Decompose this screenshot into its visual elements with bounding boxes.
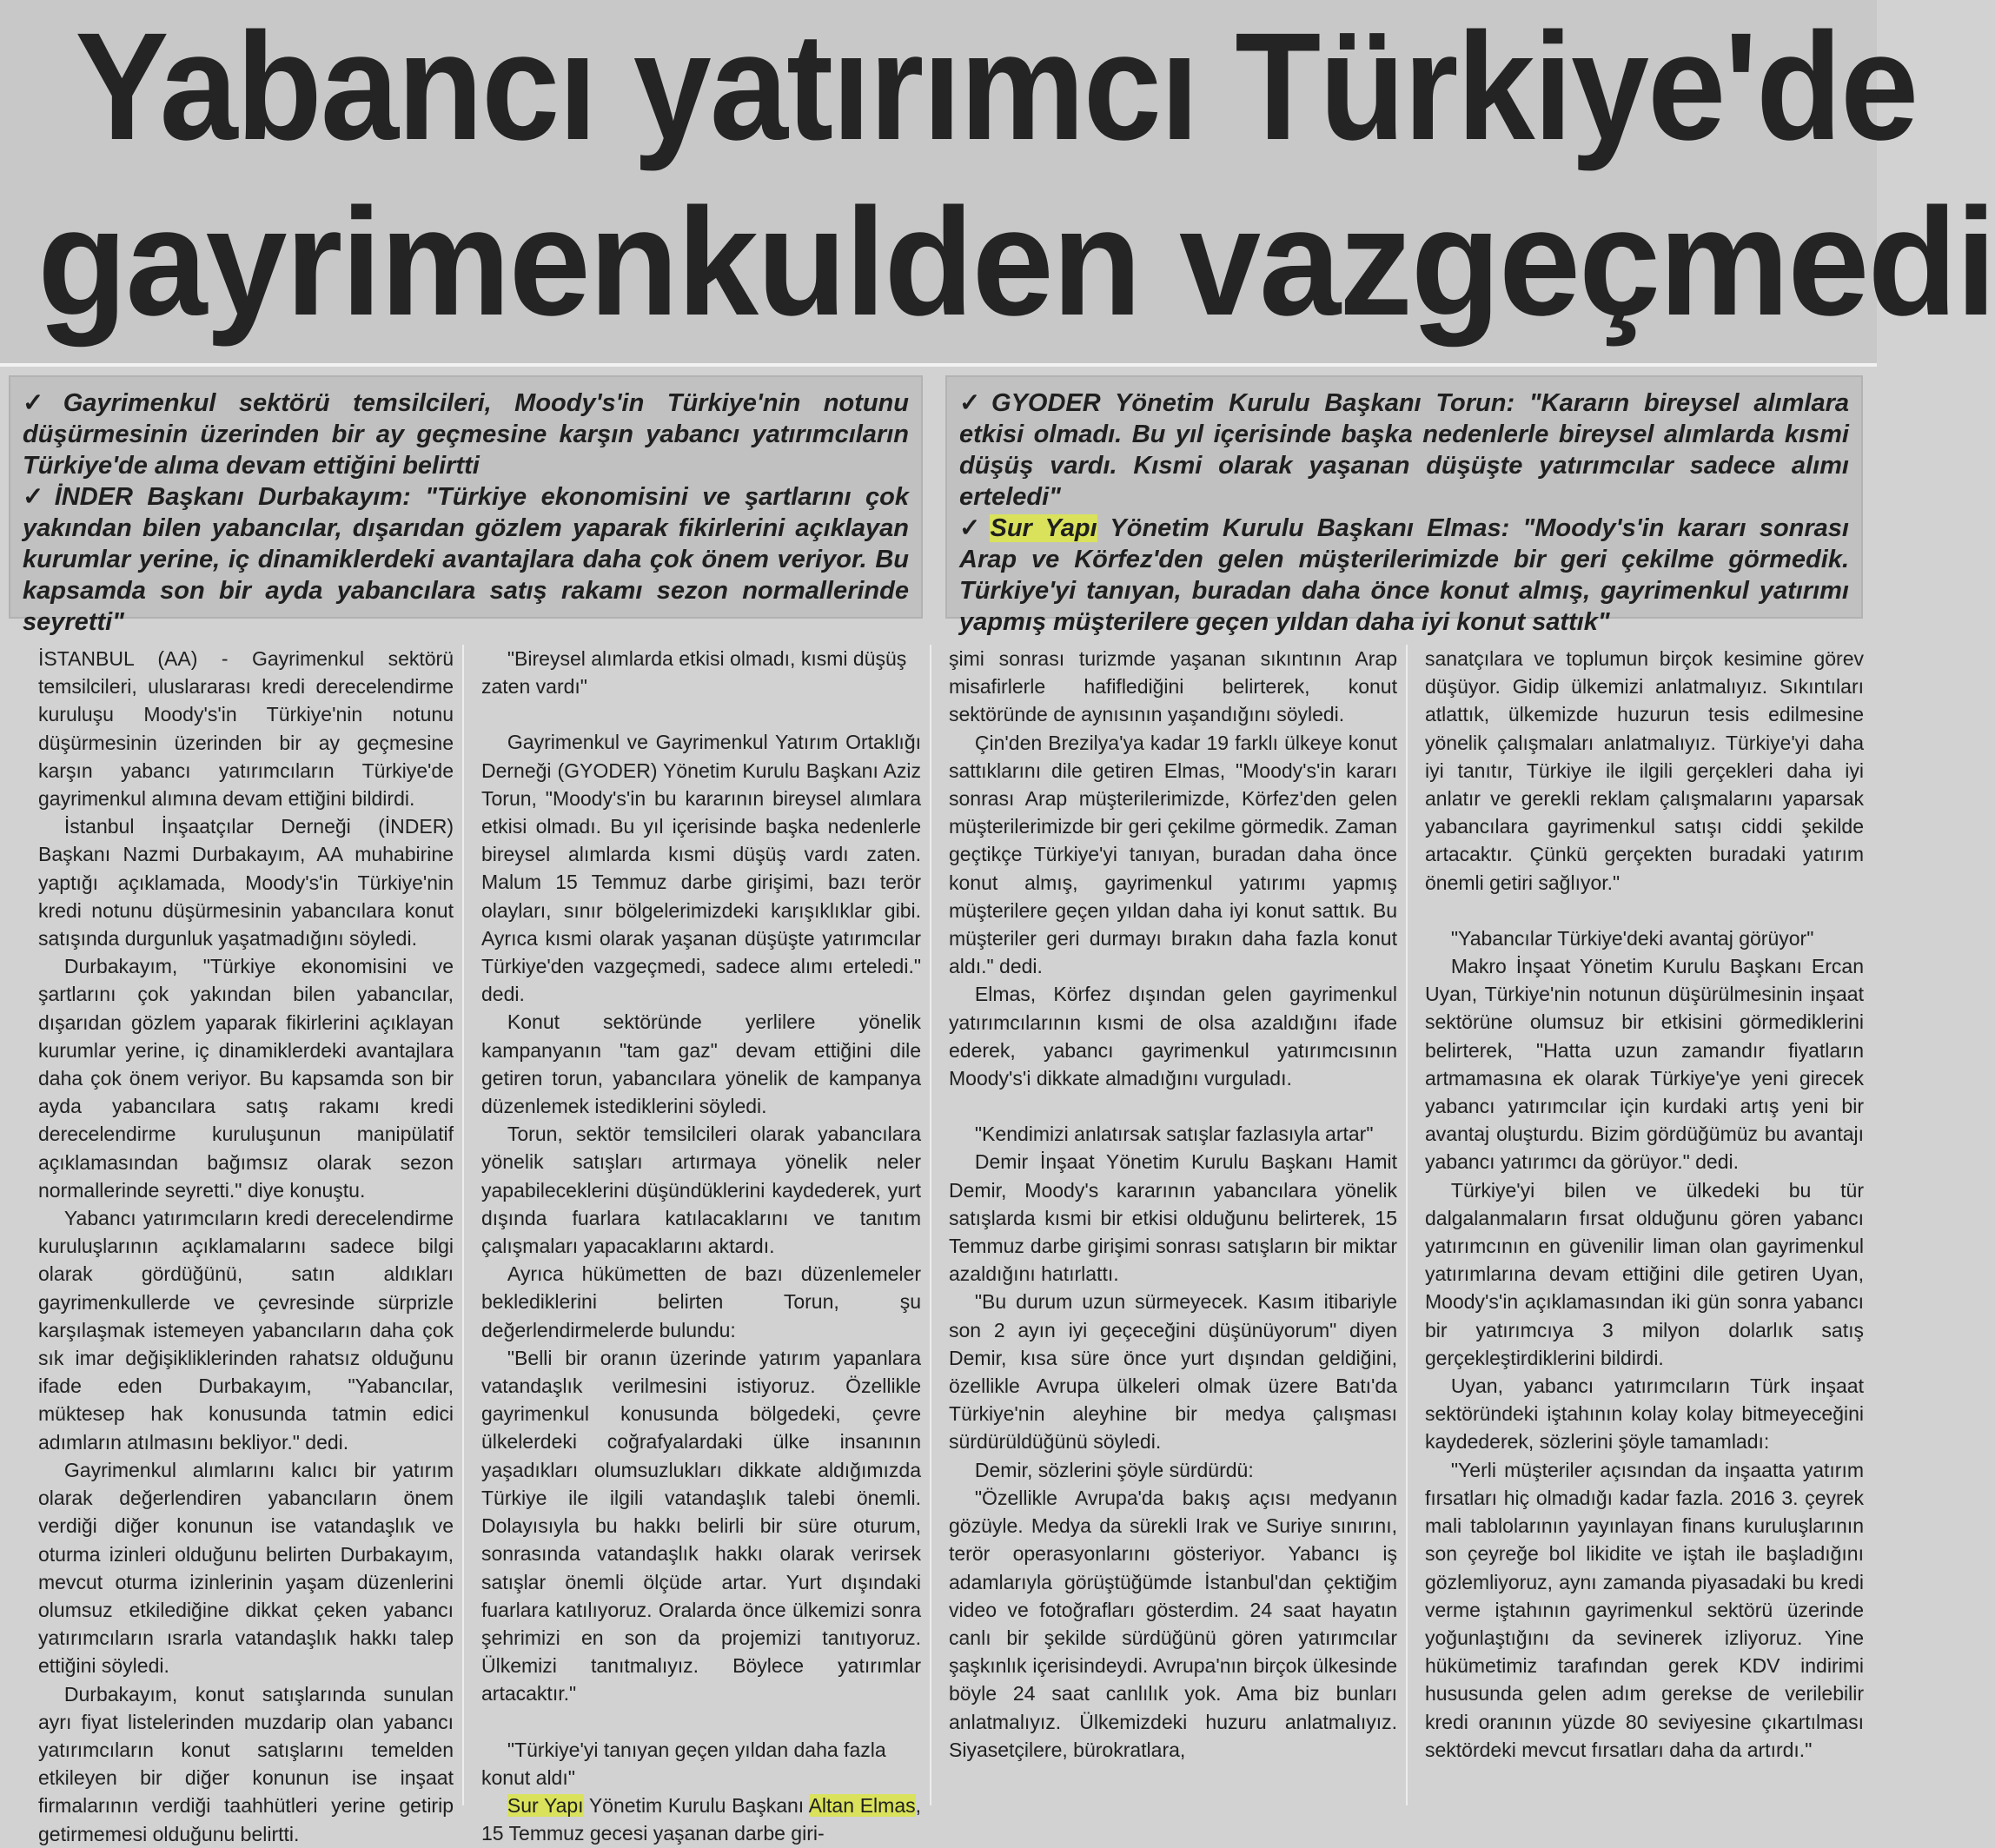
summary-text: Yönetim Kurulu Başkanı Elmas: "Moody's'in kararı sonrası Arap ve Körfez'den gelen müşterilerimizde bir geri çekilme görmedik. Türkiye'yi tanıyan, buradan daha önce konut almış, gayrimenkul yatırımı yapmış müşterilere geçen yıldan daha iyi konut sattık" — [959, 514, 1849, 636]
article-paragraph — [481, 1792, 921, 1847]
highlight-marker: Altan Elmas — [808, 1793, 916, 1817]
checkmark-icon: ✓ — [23, 483, 51, 511]
article-text: Yönetim Kurulu Başkanı — [583, 1793, 809, 1817]
summary-item — [959, 387, 1849, 513]
article-paragraph: "Belli bir oranın üzerinde yatırım yapanlara vatandaşlık verilmesini istiyoruz. Özellikle gayrimenkul konusunda bölgedeki, çevre ülkelerdeki coğrafyalardaki ülke insanının yaşadıkları olumsuzlukları dikkate aldığımızda Türkiye ile ilgili vatandaşlık talebi önemli. Dolayısıyla bu hakkı belirli bir süre oturum, sonrasında vatandaşlık hakkı olarak verirsek satışlar önemli ölçüde artar. Yurt dışındaki fuarlara katılıyoruz. Oralarda önce ülkemizi sonra şehrimizi en son da projemizi tanıtıyoruz. Ülkemizi tanıtmalıyız. Böylece yatırımlar artacaktır." — [481, 1346, 921, 1706]
summary-item — [959, 513, 1849, 638]
article-paragraph: Makro İnşaat Yönetim Kurulu Başkanı Ercan Uyan, Türkiye'nin notunun düşürülmesinin inşaat sektörüne olumsuz bir etkisini görmediklerini belirterek, "Hatta uzun zamandır fiyatların artmamasına ek olarak Türkiye'ye yeni girecek yabancı yatırımcılar için kurdaki artış yeni bir avantaj oluşturdu. Bizim gördüğümüz bu avantajı yabancı yatırımcı da görüyor." dedi. — [1425, 955, 1864, 1174]
article-paragraph: Yabancı yatırımcıların kredi derecelendirme kuruluşlarının açıklamalarını sadece bilgi olarak gördüğünü, satın aldıkları gayrimenkullerde ve çevresinde sürprizle karşılaşmak istemeyen yabancıların daha çok sık imar değişikliklerinden rahatsız olduğunu ifade eden Durbakayım, "Yabancılar, müktesep hak konusunda tatmin edici adımların atılmasını bekliyor." dedi. — [38, 1207, 454, 1454]
headline-block — [0, 0, 1995, 367]
summary-text: İNDER Başkanı Durbakayım: "Türkiye ekonomisini ve şartlarını çok yakından bilen yabancılar, dışarıdan gözlem yaparak fikirlerini açıklayan kurumlar yerine, iç dinamiklerdeki avantajlara daha çok önem veriyor. Bu kapsamda son bir ayda yabancılara satış rakamı sezon normallerinde seyretti" — [23, 483, 909, 636]
article-column-1 — [30, 645, 464, 1845]
checkmark-icon: ✓ — [959, 389, 989, 417]
highlight-marker: Sur Yapı — [507, 1793, 584, 1817]
summary-item — [23, 481, 909, 638]
summary-item — [23, 387, 909, 481]
summary-text: GYODER Yönetim Kurulu Başkanı Torun: "Kararın bireysel alımlara etkisi olmadı. Bu yıl içerisinde başka nedenlerle bireysel alımlarda kısmi düşüş vardı. Kısmi olarak yaşanan düşüşte yatırımcılar sadece alımı erteledi" — [959, 389, 1849, 511]
article-paragraph: İstanbul İnşaatçılar Derneği (İNDER) Başkanı Nazmi Durbakayım, AA muhabirine yaptığı açıklamada, Moody's'in Türkiye'nin kredi notunu düşürmesinin yabancılara konut satışında durgunluk yaşatmadığını söyledi. — [38, 815, 454, 950]
article-paragraph: şimi sonrası turizmde yaşanan sıkıntının Arap misafirlerle hafiflediğini belirterek, konut sektöründe de aynısının yaşandığını söyledi. — [949, 647, 1397, 726]
article-paragraph: Uyan, yabancı yatırımcıların Türk inşaat sektöründeki iştahının kolay kolay bitmeyeceğini kaydederek, sözlerini şöyle tamamladı: — [1425, 1374, 1864, 1454]
checkmark-icon: ✓ — [959, 514, 987, 542]
checkmark-icon: ✓ — [23, 389, 60, 417]
article-paragraph: İSTANBUL (AA) - Gayrimenkul sektörü temsilcileri, uluslararası kredi derecelendirme kuruluşu Moody's'in Türkiye'nin notunu düşürmesinin üzerinden bir ay geçmesine karşın yabancı yatırımcıların Türkiye'de gayrimenkul alımına devam ettiğini bildirdi. — [38, 647, 454, 811]
article-paragraph: Çin'den Brezilya'ya kadar 19 farklı ülkeye konut sattıklarını dile getiren Elmas, "Moody's'in kararı sonrası Arap müşterilerimizde, Körfez'den gelen müşterilerimizde bir geri çekilme görmedik. Zaman geçtikçe Türkiye'yi tanıyan, buradan daha önce konut almış, gayrimenkul yatırımı yapmış müşterilere geçen yıldan daha iyi konut sattık. Bu müşteriler geri durmayı bırakın daha fazla konut aldı." dedi. — [949, 731, 1397, 978]
subheading: "Bireysel alımlarda etkisi olmadı, kısmi düşüş zaten vardı" — [481, 647, 907, 699]
article-paragraph: Demir, sözlerini şöyle sürdürdü: — [974, 1458, 1254, 1481]
article-paragraph: Elmas, Körfez dışından gelen gayrimenkul yatırımcılarının kısmi de olsa azaldığını ifade ederek, yabancı gayrimenkul yatırımcısının Moody's'i dikkate almadığını vurguladı. — [949, 983, 1397, 1090]
article-paragraph: "Yerli müşteriler açısından da inşaatta yatırım fırsatları hiç olmadığı kadar fazla. 2016 3. çeyrek mali tablolarının yayınlayan finans kuruluşlarının son çeyreğe bol likidite ve iştah ile başladığını gözlemliyoruz, aynı zamanda piyasadaki bu kredi verme iştahının gayrimenkul sektörü üzerinde yoğunlaştığını da sevinerek izliyoruz. Yine hükümetimiz tarafından gerek KDV indirimi hususunda gelen adım gerekse de verilebilir kredi oranının yüzde 80 seviyesine çıkartılması sektördeki mevcut fırsatları daha da artırdı." — [1425, 1458, 1864, 1761]
article-text: , 15 Temmuz gecesi yaşanan darbe giri- — [481, 1793, 921, 1845]
summary-box-left — [9, 375, 923, 636]
article-paragraph: sanatçılara ve toplumun birçok kesimine görev düşüyor. Gidip ülkemizi anlatmalıyız. Sıkıntıları atlattık, ülkemizde huzurun tesis edilmesine yönelik çalışmaları anlatmalıyız. Türkiye'yi daha iyi tanıtır, Türkiye ile ilgili gerçekleri daha iyi anlatır ve gerekli reklam çalışmalarını yaparsak yabancılara gayrimenkul satışı ciddi şekilde artacaktır. Çünkü gerçekten buradaki yatırım önemli getiri sağlıyor." — [1425, 647, 1864, 894]
article-paragraph: Demir İnşaat Yönetim Kurulu Başkanı Hamit Demir, Moody's kararının yabancılara yönelik satışlarda kısmi bir etkisi olduğunu belirterek, 15 Temmuz darbe girişimi sonrası satışların bir miktar azaldığını hatırlattı. — [949, 1150, 1397, 1286]
article-paragraph: "Özellikle Avrupa'da bakış açısı medyanın gözüyle. Medya da sürekli Irak ve Suriye sınırını, terör operasyonlarını gösteriyor. Yabancı iş adamlarıyla görüştüğümde İstanbul'dan çektiğim video ve fotoğrafları gösterdim. 24 saat hayatın canlı bir şekilde sürdüğünü gören yatırımcılar şaşkınlık içerisindeydi. Avrupa'nın birçok ülkesinde böyle 24 saat canlılık yok. Ama biz bunları anlatmalıyız. Ülkemizdeki huzuru anlatmalıyız. Siyasetçilere, bürokratlara, — [949, 1486, 1397, 1761]
article-column-2 — [473, 645, 931, 1845]
subheading: "Türkiye'yi tanıyan geçen yıldan daha fazla konut aldı" — [481, 1738, 886, 1789]
subheading: "Kendimizi anlatırsak satışlar fazlasıyla artar" — [974, 1123, 1374, 1146]
highlight-marker: Sur Yapı — [990, 514, 1097, 542]
article-paragraph: Gayrimenkul ve Gayrimenkul Yatırım Ortaklığı Derneği (GYODER) Yönetim Kurulu Başkanı Aziz Torun, "Moody's'in bu kararının bireysel alımlara etkisi olmadı. Bu yıl içerisinde başka nedenlerle bireysel alımlarda kısmi düşüş vardı zaten. Malum 15 Temmuz darbe girişimi, bazı terör olayları, sınır bölgelerimizdeki karışıklıklar gibi. Ayrıca kısmi olarak yaşanan düşüşte yatırımcılar Türkiye'den vazgeçmedi, sadece alımı erteledi." dedi. — [481, 731, 921, 1006]
article-paragraph: Ayrıca hükümetten de bazı düzenlemeler beklediklerini belirten Torun, şu değerlendirmelerde bulundu: — [481, 1262, 921, 1341]
article-column-3 — [940, 645, 1408, 1805]
summary-text: Gayrimenkul sektörü temsilcileri, Moody's'in Türkiye'nin notunu düşürmesinin üzerinden bir ay geçmesine karşın yabancı yatırımcıların Türkiye'de alıma devam ettiğini belirtti — [23, 389, 909, 480]
article-paragraph: "Bu durum uzun sürmeyecek. Kasım itibariyle son 2 ayın iyi geçeceğini düşünüyorum" diyen Demir, kısa süre önce yurt dışından geldiğini, özellikle Avrupa ülkeleri olmak üzere Batı'da Türkiye'nin aleyhine bir medya çalışması sürdürüldüğünü söyledi. — [949, 1290, 1397, 1454]
summary-box-right — [945, 375, 1863, 636]
subheading: "Yabancılar Türkiye'deki avantaj görüyor" — [1450, 926, 1814, 950]
article-paragraph: Torun, sektör temsilcileri olarak yabancılara yönelik satışları artırmaya yönelik neler yapabileceklerini düşündüklerini kaydederek, yurt dışında fuarlara katılacaklarını ve tanıtım çalışmaları yapacaklarını aktardı. — [481, 1123, 921, 1258]
headline-line-2: gayrimenkulden vazgeçmedi — [37, 177, 1995, 348]
article-paragraph: Türkiye'yi bilen ve ülkedeki bu tür dalgalanmaların fırsat olduğunu gören yabancı yatırımcının en güvenilir liman olan gayrimenkul yatırımlarına devam ettiğini dile getiren Uyan, Moody's'in açıklamasından iki gün sonra yabancı bir yatırımcıya 3 milyon dolarlık satış gerçekleştirdiklerini bildirdi. — [1425, 1178, 1864, 1369]
article-paragraph: Gayrimenkul alımlarını kalıcı bir yatırım olarak değerlendiren yabancıların önem verdiği diğer konunun ise vatandaşlık ve oturma izinleri olduğunu belirten Durbakayım, mevcut oturma izinlerinin yaşam düzenlerini olumsuz etkilediğine dikkat çeken yabancı yatırımcıların ısrarla vatandaşlık hakkı talep ettiğini söyledi. — [38, 1458, 454, 1678]
article-column-4 — [1416, 645, 1872, 1805]
article-paragraph: Durbakayım, konut satışlarında sunulan ayrı fiyat listelerinden muzdarip olan yabancı yatırımcıların konut satışlarını temelden etkileyen bir diğer konunun ise inşaat firmalarının verdiği taahhütleri yerine getirip getirmemesi olduğunu belirtti. — [38, 1682, 454, 1845]
headline-line-1: Yabancı yatırımcı Türkiye'de — [75, 2, 1918, 172]
article-paragraph: Konut sektöründe yerlilere yönelik kampanyanın "tam gaz" devam ettiğini dile getiren torun, yabancılara yönelik de kampanya düzenlemek istediklerini söyledi. — [481, 1010, 921, 1118]
article-paragraph: Durbakayım, "Türkiye ekonomisini ve şartlarını çok yakından bilen yabancılar, dışarıdan gözlem yaparak fikirlerini açıklayan kurumlar yerine, iç dinamiklerdeki avantajlara daha çok önem veriyor. Bu kapsamda son bir ayda yabancılara satış rakamı kredi derecelendirme kuruluşunun manipülatif açıklamasından bağımsız olarak sezon normallerinde seyretti." diye konuştu. — [38, 955, 454, 1202]
